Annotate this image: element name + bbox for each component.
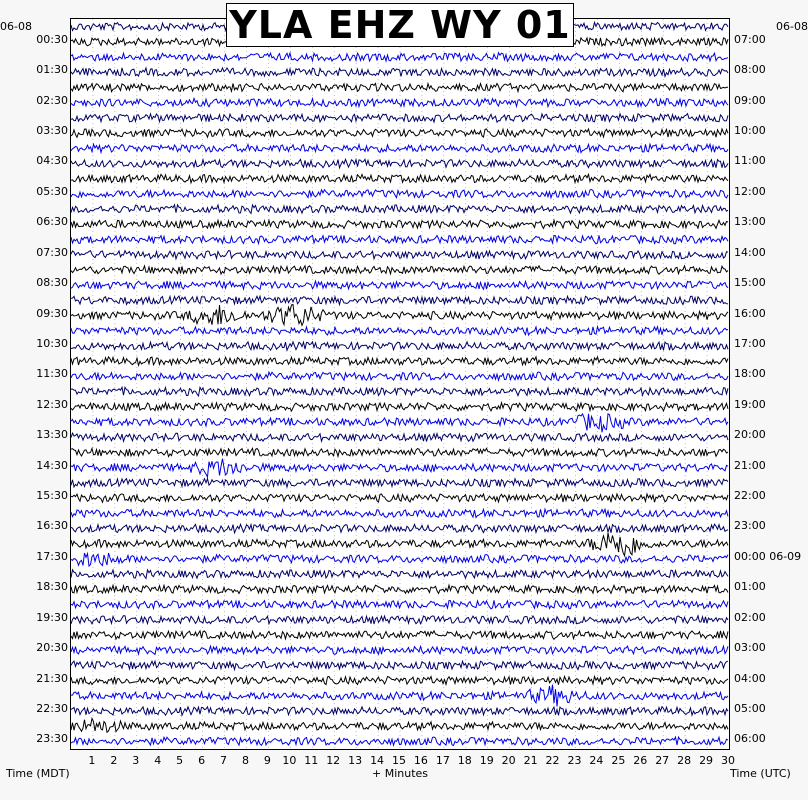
trace-row-43 (71, 677, 728, 685)
left-tick-label: 14:30 (36, 458, 68, 472)
left-axis-label: Time (MDT) (6, 767, 70, 780)
minute-tick-label: 22 (545, 754, 560, 767)
minute-tick-label: 11 (304, 754, 319, 767)
minute-tick-label: 5 (176, 754, 184, 767)
minute-tick-label: 7 (220, 754, 228, 767)
minute-tick-label: 12 (326, 754, 341, 767)
trace-row-35 (71, 553, 728, 566)
minute-tick-label: 6 (198, 754, 206, 767)
minute-tick-label: 10 (282, 754, 297, 767)
trace-row-11 (71, 190, 728, 199)
trace-row-7 (71, 129, 728, 137)
minute-tick-label: 23 (567, 754, 582, 767)
right-tick-label: 15:00 (734, 276, 766, 290)
left-tick-label: 05:30 (36, 184, 68, 198)
helicorder-plot-area (70, 18, 730, 750)
left-tick-label: 18:30 (36, 580, 68, 594)
right-tick-label: 02:00 (734, 610, 766, 624)
minute-tick-label: 15 (392, 754, 406, 767)
helicorder-traces (71, 19, 729, 749)
trace-row-14 (71, 235, 728, 243)
left-tick-label: 07:30 (36, 245, 68, 259)
minute-tick-label: 2 (110, 754, 118, 767)
trace-row-24 (71, 387, 728, 396)
left-tick-label: 21:30 (36, 671, 68, 685)
trace-row-45 (71, 707, 728, 716)
left-tick-label: 02:30 (36, 93, 68, 107)
minute-tick-label: 9 (263, 754, 271, 767)
trace-row-27 (71, 433, 728, 441)
right-tick-label: 11:00 (734, 154, 766, 168)
trace-row-8 (71, 144, 728, 152)
left-tick-label: 17:30 (36, 549, 68, 563)
trace-row-5 (71, 98, 728, 106)
left-tick-label: 22:30 (36, 701, 68, 715)
minute-tick-label: 25 (611, 754, 626, 767)
trace-row-38 (71, 600, 728, 608)
trace-row-6 (71, 114, 728, 123)
trace-row-47 (71, 737, 728, 746)
left-tick-label: 20:30 (36, 641, 68, 655)
minute-tick-label: 13 (348, 754, 363, 767)
right-tick-label: 09:00 (734, 93, 766, 107)
trace-row-9 (71, 159, 728, 168)
trace-row-40 (71, 631, 728, 639)
next-date-label: 06-09 (765, 549, 802, 563)
trace-row-23 (71, 372, 728, 381)
minute-tick-label: 26 (633, 754, 648, 767)
trace-row-17 (71, 281, 728, 290)
station-title: YLA EHZ WY 01 (226, 3, 574, 47)
trace-row-10 (71, 174, 728, 182)
right-tick-label: 00:00 06-09 (734, 549, 802, 563)
minute-tick-label: 30 (721, 754, 735, 767)
right-tick-label: 17:00 (734, 336, 766, 350)
left-tick-label: 12:30 (36, 397, 68, 411)
left-tick-label: 06:30 (36, 215, 68, 229)
right-tick-label: 23:00 (734, 519, 766, 533)
start-date-label-right: 06-08 (776, 20, 808, 33)
trace-row-3 (71, 68, 728, 77)
left-tick-label: 19:30 (36, 610, 68, 624)
minute-tick-label: 20 (501, 754, 516, 767)
trace-row-46 (71, 719, 728, 733)
trace-row-21 (71, 342, 728, 351)
minute-tick-label: 18 (457, 754, 472, 767)
left-tick-label: 03:30 (36, 124, 68, 138)
trace-row-29 (71, 459, 728, 477)
left-tick-label: 00:30 (36, 32, 68, 46)
trace-row-22 (71, 357, 728, 365)
minute-tick-label: 3 (132, 754, 140, 767)
left-tick-label: 15:30 (36, 489, 68, 503)
trace-row-19 (71, 305, 728, 326)
minute-tick-label: 4 (154, 754, 162, 767)
right-tick-label: 08:00 (734, 63, 766, 77)
left-tick-label: 13:30 (36, 428, 68, 442)
right-tick-label: 03:00 (734, 641, 766, 655)
minute-tick-label: 8 (241, 754, 249, 767)
right-tick-label: 19:00 (734, 397, 766, 411)
minute-tick-label: 14 (370, 754, 385, 767)
minute-tick-label: 28 (677, 754, 692, 767)
trace-row-36 (71, 570, 728, 579)
right-tick-label: 22:00 (734, 489, 766, 503)
right-tick-label: 04:00 (734, 671, 766, 685)
trace-row-4 (71, 83, 728, 91)
trace-row-31 (71, 494, 728, 502)
minute-tick-label: 19 (479, 754, 494, 767)
minute-tick-label: 21 (523, 754, 538, 767)
trace-row-34 (71, 533, 728, 556)
trace-row-13 (71, 220, 728, 228)
left-tick-label: 11:30 (36, 367, 68, 381)
trace-row-18 (71, 296, 728, 304)
trace-row-20 (71, 327, 728, 335)
trace-row-26 (71, 414, 728, 433)
trace-row-28 (71, 448, 728, 456)
right-tick-label: 14:00 (734, 245, 766, 259)
right-tick-label: 16:00 (734, 306, 766, 320)
minute-tick-label: 27 (655, 754, 670, 767)
minute-tick-label: 1 (88, 754, 96, 767)
minute-tick-label: 24 (589, 754, 604, 767)
left-tick-label: 01:30 (36, 63, 68, 77)
right-tick-label: 20:00 (734, 428, 766, 442)
right-tick-label: 13:00 (734, 215, 766, 229)
right-tick-label: 05:00 (734, 701, 766, 715)
trace-row-41 (71, 646, 728, 654)
right-tick-label: 06:00 (734, 732, 766, 746)
trace-row-12 (71, 205, 728, 214)
minute-tick-label: 17 (435, 754, 450, 767)
trace-row-33 (71, 524, 728, 533)
left-tick-label: 16:30 (36, 519, 68, 533)
trace-row-37 (71, 585, 728, 593)
x-axis-label: + Minutes (372, 767, 429, 780)
left-tick-label: 08:30 (36, 276, 68, 290)
trace-row-25 (71, 403, 728, 411)
right-tick-label: 18:00 (734, 367, 766, 381)
trace-row-15 (71, 251, 728, 259)
trace-row-16 (71, 266, 728, 274)
left-tick-label: 10:30 (36, 336, 68, 350)
left-tick-label: 23:30 (36, 732, 68, 746)
trace-row-42 (71, 661, 728, 669)
right-tick-label: 10:00 (734, 124, 766, 138)
right-tick-label: 12:00 (734, 184, 766, 198)
right-axis-label: Time (UTC) (730, 767, 791, 780)
trace-row-30 (71, 479, 728, 487)
minute-tick-label: 16 (413, 754, 428, 767)
trace-row-39 (71, 616, 728, 624)
left-tick-label: 04:30 (36, 154, 68, 168)
minute-tick-label: 29 (699, 754, 714, 767)
trace-row-32 (71, 509, 728, 517)
right-tick-label: 01:00 (734, 580, 766, 594)
right-tick-label: 21:00 (734, 458, 766, 472)
trace-row-44 (71, 685, 728, 707)
trace-row-2 (71, 53, 728, 62)
start-date-label: 06-08 (0, 20, 32, 33)
right-tick-label: 07:00 (734, 32, 766, 46)
left-tick-label: 09:30 (36, 306, 68, 320)
